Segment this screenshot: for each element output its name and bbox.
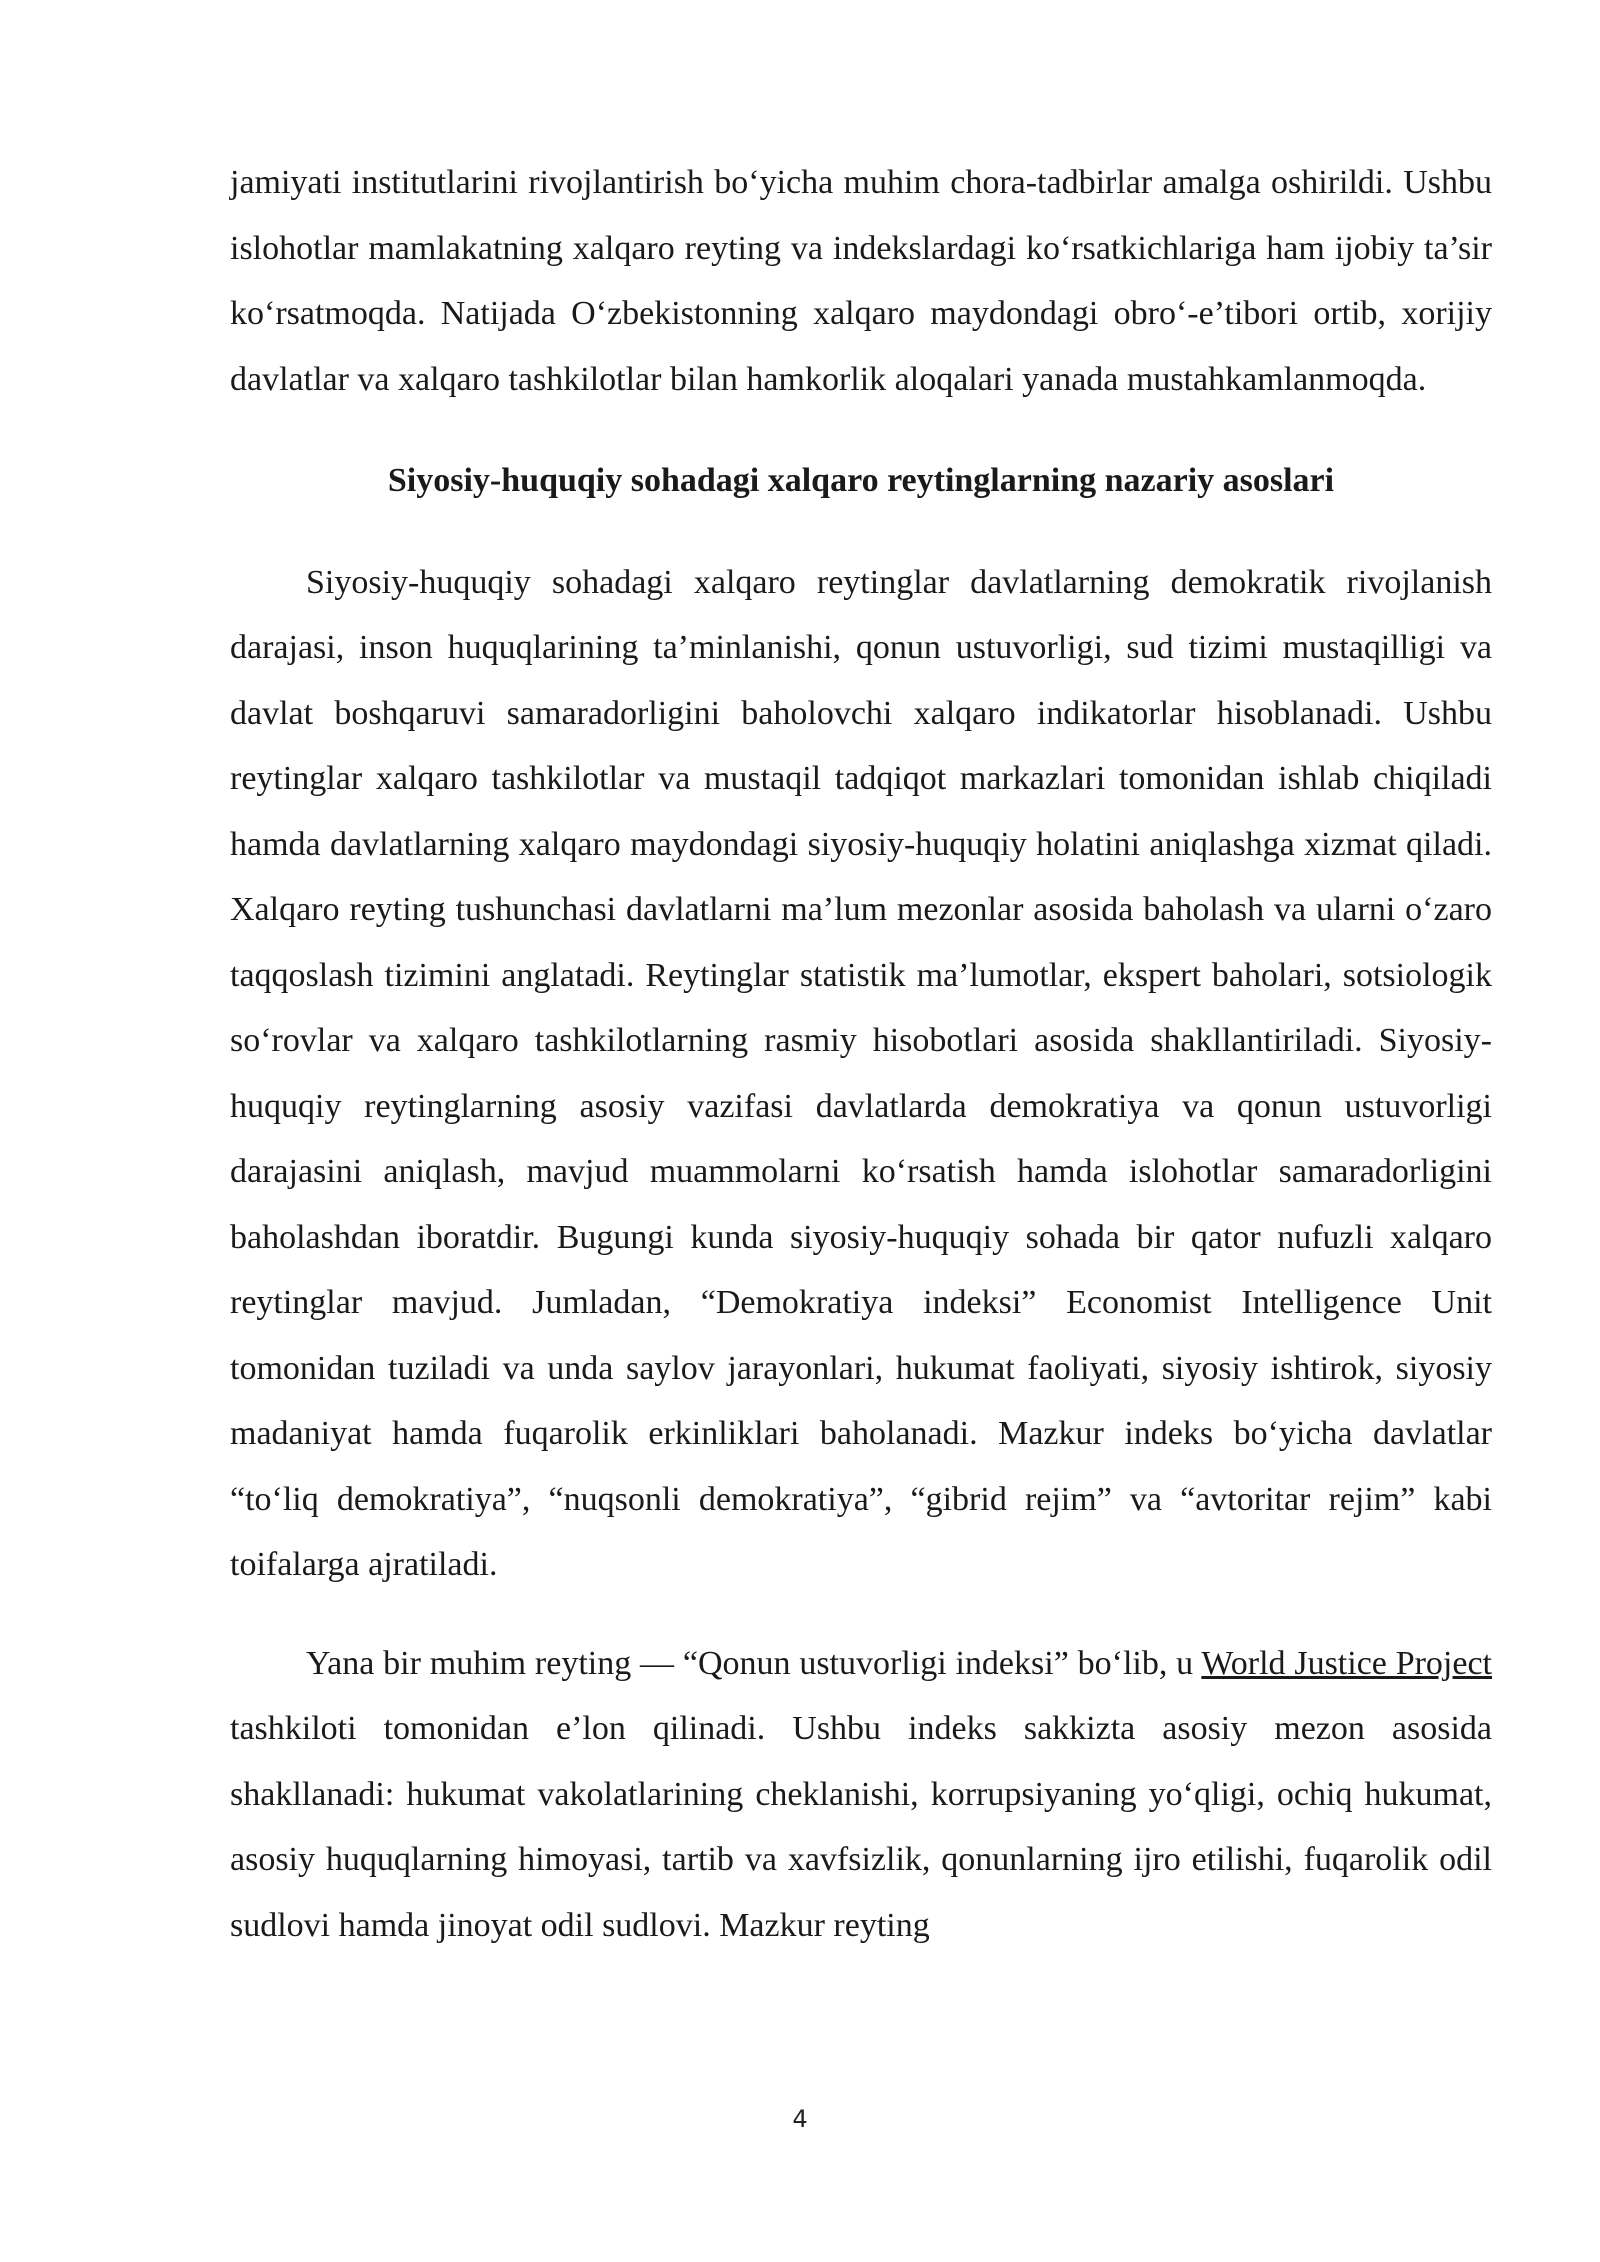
paragraph-intro: jamiyati institutlarini rivojlantirish bo‘yicha muhim chora-tadbirlar amalga oshirildi. Ushbu islohotlar mamlakatning xalqaro reyting va indekslardagi ko‘rsatkichlariga ham ijobiy ta’sir ko‘rsatmoqda. Natijada O‘zbekistonning xalqaro maydondagi obro‘-e’tibori ortib, xorijiy davlatlar va xalqaro tashkilotlar bilan hamkorlik aloqalari yanada mustahkamlanmoqda. <box>230 164 1492 398</box>
page-number: 4 <box>792 2105 808 2133</box>
page-body <box>230 150 1492 1958</box>
paragraph-theory: Siyosiy-huquqiy sohadagi xalqaro reytinglar davlatlarning demokratik rivojlanish darajasi, inson huquqlarining ta’minlanishi, qonun ustuvorligi, sud tizimi mustaqilligi va davlat boshqaruvi samaradorligini baholovchi xalqaro indikatorlar hisoblanadi. Ushbu reytinglar xalqaro tashkilotlar va mustaqil tadqiqot markazlari tomonidan ishlab chiqiladi hamda davlatlarning xalqaro maydondagi siyosiy-huquqiy holatini aniqlashga xizmat qiladi. Xalqaro reyting tushunchasi davlatlarni ma’lum mezonlar asosida baholash va ularni o‘zaro taqqoslash tizimini anglatadi. Reytinglar statistik ma’lumotlar, ekspert baholari, sotsiologik so‘rovlar va xalqaro tashkilotlarning rasmiy hisobotlari asosida shakllantiriladi. Siyosiy-huquqiy reytinglarning asosiy vazifasi davlatlarda demokratiya va qonun ustuvorligi darajasini aniqlash, mavjud muammolarni ko‘rsatish hamda islohotlar samaradorligini baholashdan iboratdir. Bugungi kunda siyosiy-huquqiy sohada bir qator nufuzli xalqaro reytinglar mavjud. Jumladan, “Demokratiya indeksi” Economist Intelligence Unit tomonidan tuziladi va unda saylov jarayonlari, hukumat faoliyati, siyosiy ishtirok, siyosiy madaniyat hamda fuqarolik erkinliklari baholanadi. Mazkur indeks bo‘yicha davlatlar “to‘liq demokratiya”, “nuqsonli demokratiya”, “gibrid rejim” va “avtoritar rejim” kabi toifalarga ajratiladi. <box>230 563 1492 1583</box>
paragraph-text-before-link: Yana bir muhim reyting — “Qonun ustuvorligi indeksi” bo‘lib, u <box>306 1644 1202 1682</box>
paragraph-rule-of-law <box>230 1631 1492 1959</box>
world-justice-project-link[interactable]: World Justice Project <box>1201 1644 1493 1682</box>
section-heading: Siyosiy-huquqiy sohadagi xalqaro reytinglarning nazariy asoslari <box>387 462 1335 499</box>
paragraph-text-after-link: tashkiloti tomonidan e’lon qilinadi. Ushbu indeks sakkizta asosiy mezon asosida shakllanadi: hukumat vakolatlarining cheklanishi, korrupsiyaning yo‘qligi, ochiq hukumat, asosiy huquqlarning himoyasi, tartib va xavfsizlik, qonunlarning ijro etilishi, fuqarolik odil sudlovi hamda jinoyat odil sudlovi. Mazkur reyting <box>230 1710 1492 1944</box>
